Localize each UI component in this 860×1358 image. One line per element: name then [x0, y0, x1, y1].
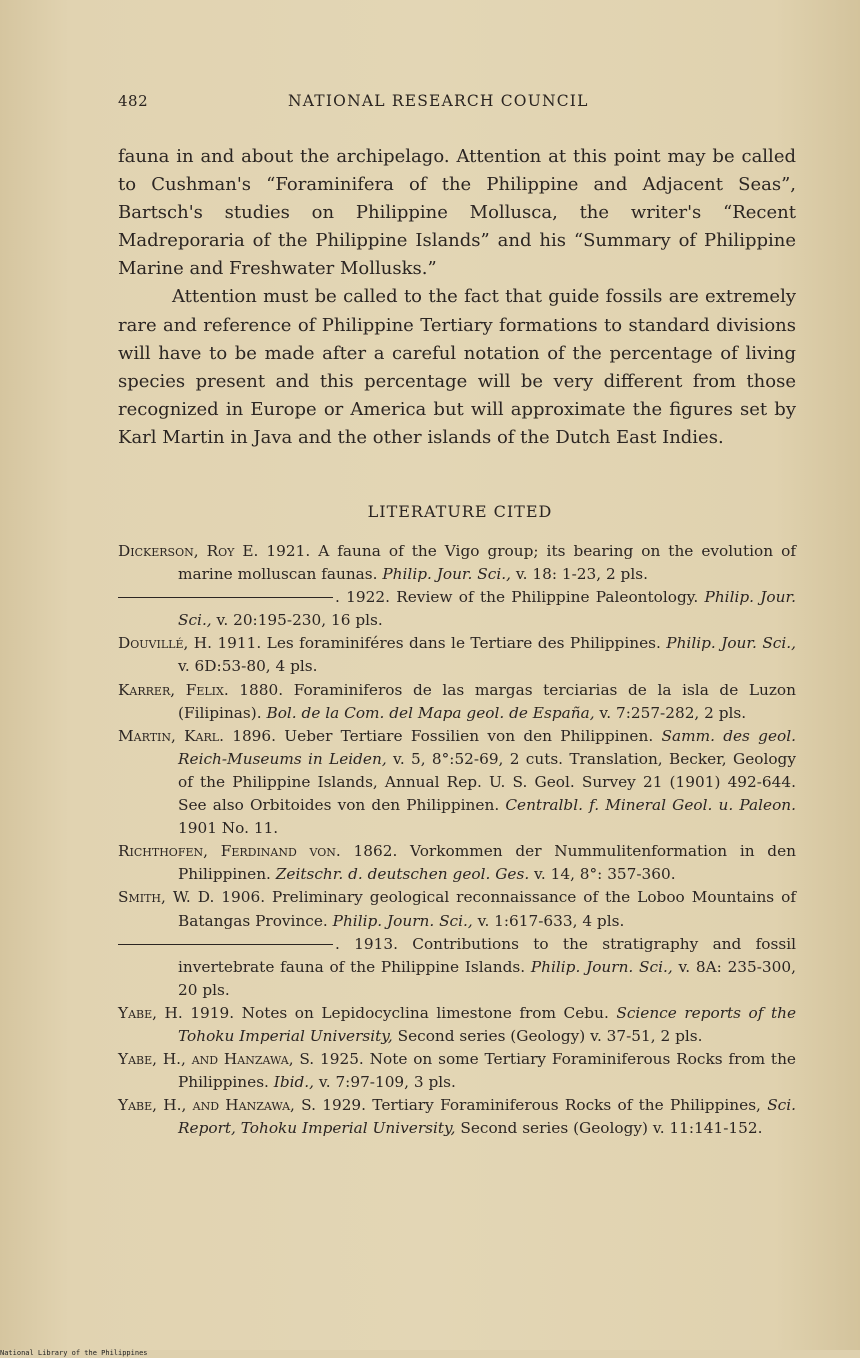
reference-text: 1921. A fauna of the Vigo group; its bearing on the evolution of marine molluscan faunas.: [178, 542, 796, 584]
reference-author: Yabe, H.: [118, 1003, 183, 1022]
reference-author: Karrer, Felix.: [118, 680, 229, 699]
reference-volume: Second series (Geology) v. 37-51, 2 pls.: [392, 1026, 703, 1045]
reference-text: . 1922. Review of the Philippine Paleontology.: [335, 588, 705, 607]
reference-journal: Ibid.,: [273, 1073, 315, 1092]
page-number: 482: [118, 92, 149, 110]
reference-volume: v. 8A: 235-300, 20 pls.: [178, 957, 796, 999]
reference-volume-secondary: 1901 No. 11.: [178, 819, 279, 838]
reference-journal: Sci. Report, Tohoku Imperial University,: [178, 1096, 796, 1138]
reference-volume: v. 18: 1-23, 2 pls.: [510, 565, 648, 584]
reference-item: [118, 679, 796, 725]
reference-volume: Second series (Geology) v. 11:141-152.: [455, 1119, 763, 1138]
reference-author: Smith, W. D.: [118, 888, 215, 907]
reference-item: [118, 725, 796, 840]
running-head-title: NATIONAL RESEARCH COUNCIL: [288, 92, 589, 110]
reference-volume: v. 14, 8°: 357-360.: [529, 865, 676, 884]
body-paragraph-1: fauna in and about the archipelago. Attention at this point may be called to Cushman's “Foraminifera of the Philippine and Adjacent Seas”, Bartsch's studies on Philippine Mollusca, the writer's “Recent Madreporaria of the Philippine Islands” and his “Summary of Philippine Marine and Freshwater Mollusks.”: [118, 146, 796, 280]
reference-volume: v. 7:97-109, 3 pls.: [314, 1073, 456, 1092]
reference-text: 1929. Tertiary Foraminiferous Rocks of the Philippines,: [315, 1096, 768, 1115]
reference-text: 1925. Note on some Tertiary Foraminiferous Rocks from the Philippines.: [178, 1050, 796, 1092]
reference-text: 1896. Ueber Tertiare Fossilien von den Philippinen.: [223, 726, 662, 745]
reference-item: [118, 632, 796, 678]
reference-author: Yabe, H., and Hanzawa, S.: [118, 1050, 315, 1069]
reference-item: [118, 1002, 796, 1048]
ditto-rule: [118, 597, 333, 598]
reference-text: 1911. Les foraminiféres dans le Tertiare des Philippines.: [212, 634, 667, 653]
reference-item: [118, 586, 796, 632]
reference-journal: Philip. Jour. Sci.,: [382, 565, 511, 584]
library-credit: National Library of the Philippines: [0, 1349, 148, 1357]
reference-volume: v. 1:617-633, 4 pls.: [472, 911, 625, 930]
body-paragraph-2: Attention must be called to the fact that guide fossils are extremely rare and reference of Philippine Tertiary formations to standard divisions will have to be made after a careful notation of the percentage of living species present and this percentage will be very different from those recognized in Europe or America but will approximate the figures set by Karl Martin in Java and the other islands of the Dutch East Indies.: [118, 286, 796, 448]
reference-author: Dickerson, Roy E.: [118, 542, 259, 560]
reference-volume: v. 20:195-230, 16 pls.: [211, 611, 383, 630]
reference-item: [118, 886, 796, 932]
reference-journal: Samm. des geol. Reich-Museums in Leiden,: [178, 726, 796, 768]
reference-text: . 1913. Contributions to the stratigraphy and fossil invertebrate fauna of the Philippine Islands.: [178, 934, 796, 976]
reference-journal: Bol. de la Com. del Mapa geol. de España,: [266, 703, 595, 722]
reference-journal: Philip. Jour. Sci.,: [666, 634, 796, 653]
reference-text: 1880. Foraminiferos de las margas terciarias de la isla de Luzon (Filipinas).: [178, 680, 796, 722]
reference-volume: v. 6D:53-80, 4 pls.: [178, 657, 318, 676]
reference-journal: Philip. Jour. Sci.,: [178, 588, 796, 630]
reference-volume: v. 5, 8°:52-69, 2 cuts. Translation, Becker, Geology of the Philippine Islands, Annual Rep. U. S. Geol. Survey 21 (1901) 492-644. See also Orbitoides von den Philippinen.: [178, 749, 796, 815]
reference-item: [118, 840, 796, 886]
reference-item: [118, 933, 796, 1002]
reference-item: [118, 1094, 796, 1140]
reference-list: [118, 540, 796, 1140]
reference-item: [118, 540, 796, 586]
reference-journal-secondary: Centralbl. f. Mineral Geol. u. Paleon.: [505, 796, 796, 815]
reference-author: Martin, Karl.: [118, 726, 224, 745]
running-head: [118, 92, 798, 114]
reference-text: 1862. Vorkommen der Nummulitenformation in den Philippinen.: [178, 842, 796, 884]
reference-author: Richthofen, Ferdinand von.: [118, 842, 341, 861]
reference-journal: Philip. Journ. Sci.,: [530, 957, 673, 976]
ditto-rule: [118, 944, 333, 945]
reference-text: 1906. Preliminary geological reconnaissance of the Loboo Mountains of Batangas Province.: [178, 888, 796, 930]
reference-author: Douvillé, H.: [118, 634, 212, 653]
reference-volume: v. 7:257-282, 2 pls.: [594, 703, 747, 722]
reference-journal: Philip. Journ. Sci.,: [332, 911, 473, 930]
body-text: [118, 143, 796, 452]
reference-item: [118, 1048, 796, 1094]
reference-text: 1919. Notes on Lepidocyclina limestone from Cebu.: [182, 1003, 617, 1022]
reference-journal: Zeitschr. d. deutschen geol. Ges.: [275, 865, 530, 884]
reference-journal: Science reports of the Tohoku Imperial University,: [178, 1003, 796, 1045]
literature-cited-heading: LITERATURE CITED: [367, 502, 553, 521]
reference-author: Yabe, H., and Hanzawa, S.: [118, 1096, 316, 1115]
